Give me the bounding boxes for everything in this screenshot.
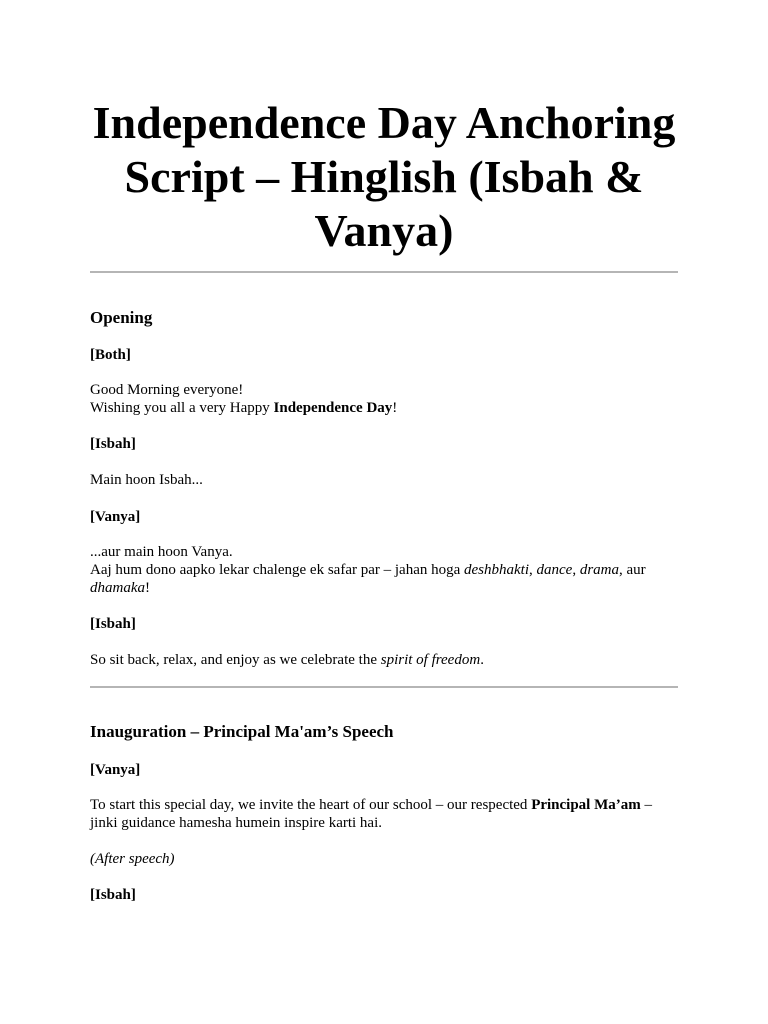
text: – jinki guidance hamesha humein inspire karti hai. <box>90 797 653 831</box>
italic-text: drama <box>579 562 620 578</box>
text: Wishing you all a very Happy <box>90 400 274 416</box>
section-heading-inauguration: Inauguration – Principal Ma'am’s Speech <box>90 722 394 741</box>
text: To start this special day, we invite the heart of our school – our respected <box>90 797 532 813</box>
speaker-label-both: [Both] <box>90 347 131 363</box>
speaker-label-isbah: [Isbah] <box>90 887 136 903</box>
speaker-label-isbah: [Isbah] <box>90 436 136 452</box>
paragraph-both-greeting <box>90 381 678 417</box>
text: ! <box>392 400 398 416</box>
stage-direction <box>90 850 678 868</box>
divider <box>90 271 678 273</box>
paragraph-vanya-invite <box>90 796 678 832</box>
text: , aur <box>619 562 646 578</box>
page-title: Independence Day Anchoring Script – Hinglish (Isbah & Vanya) <box>92 97 676 256</box>
text: Good Morning everyone! <box>90 382 244 398</box>
italic-text: (After speech) <box>90 851 175 867</box>
text: , <box>529 562 537 578</box>
paragraph-isbah-intro <box>90 471 678 489</box>
speaker-label-vanya: [Vanya] <box>90 509 141 525</box>
text: . <box>480 652 484 668</box>
text: ...aur main hoon Vanya. <box>90 544 233 560</box>
section-heading-opening: Opening <box>90 308 153 327</box>
paragraph-vanya-intro <box>90 543 678 597</box>
text: Main hoon Isbah... <box>90 472 203 488</box>
text: Aaj hum dono aapko lekar chalenge ek safar par – jahan hoga <box>90 562 465 578</box>
bold-text: Principal Ma’am <box>531 797 641 813</box>
speaker-label-vanya: [Vanya] <box>90 762 141 778</box>
text: ! <box>145 580 150 596</box>
bold-text: Independence Day <box>273 400 393 416</box>
italic-text: dhamaka <box>90 580 145 596</box>
italic-text: deshbhakti <box>464 562 530 578</box>
speaker-label-isbah: [Isbah] <box>90 616 136 632</box>
text: So sit back, relax, and enjoy as we celebrate the <box>90 652 381 668</box>
italic-text: dance <box>536 562 573 578</box>
text: , <box>572 562 580 578</box>
paragraph-isbah-closing <box>90 651 678 669</box>
italic-text: spirit of freedom <box>380 652 481 668</box>
divider <box>90 686 678 688</box>
